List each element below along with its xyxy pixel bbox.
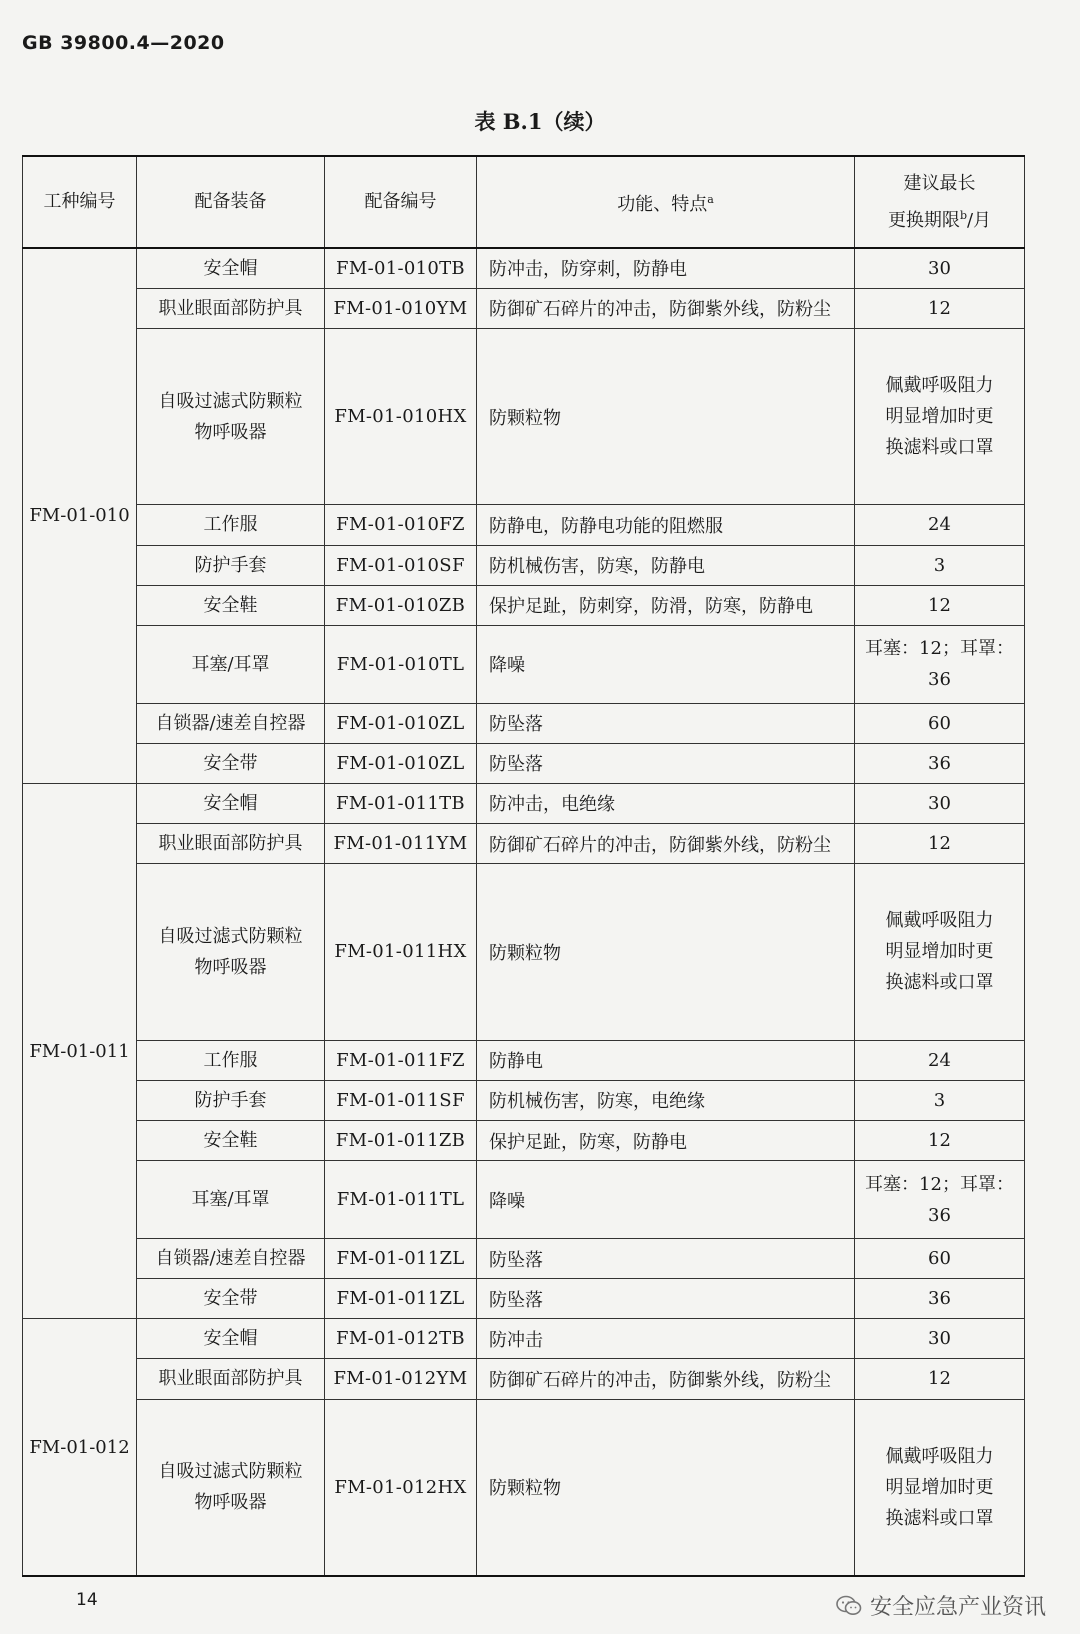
equipment-cell: 自锁器/速差自控器 — [137, 703, 325, 743]
col-header-period-line2: 更换期限 — [887, 209, 960, 231]
period-cell: 12 — [855, 585, 1025, 625]
equipment-cell: 自锁器/速差自控器 — [137, 1239, 325, 1279]
function-cell: 防坠落 — [477, 1239, 855, 1279]
table-row — [23, 824, 1025, 864]
wechat-icon — [836, 1595, 862, 1617]
table-row — [23, 703, 1025, 743]
table-row — [23, 743, 1025, 783]
function-cell: 降噪 — [477, 1161, 855, 1239]
equip-code-cell: FM-01-011YM — [325, 824, 477, 864]
period-cell: 60 — [855, 1239, 1025, 1279]
function-cell: 防冲击，电绝缘 — [477, 783, 855, 823]
table-row — [23, 585, 1025, 625]
period-cell: 12 — [855, 1359, 1025, 1399]
equip-code-cell: FM-01-012TB — [325, 1319, 477, 1359]
equip-code-cell: FM-01-010FZ — [325, 505, 477, 545]
table-header-row — [23, 156, 1025, 248]
function-cell: 防御矿石碎片的冲击，防御紫外线，防粉尘 — [477, 1359, 855, 1399]
period-cell: 佩戴呼吸阻力明显增加时更换滤料或口罩 — [855, 328, 1025, 505]
equip-code-cell: FM-01-012HX — [325, 1399, 477, 1576]
period-cell: 30 — [855, 783, 1025, 823]
equip-code-cell: FM-01-010TB — [325, 248, 477, 288]
equipment-cell: 安全鞋 — [137, 1121, 325, 1161]
equipment-cell: 职业眼面部防护具 — [137, 1359, 325, 1399]
job-code-cell: FM-01-010 — [23, 248, 137, 783]
period-footnote-mark: b — [959, 208, 967, 222]
col-header-equip-code: 配备编号 — [325, 156, 477, 248]
function-cell: 防御矿石碎片的冲击，防御紫外线，防粉尘 — [477, 824, 855, 864]
function-cell: 防坠落 — [477, 743, 855, 783]
period-cell: 36 — [855, 743, 1025, 783]
function-cell: 防静电 — [477, 1040, 855, 1080]
equipment-cell: 安全带 — [137, 743, 325, 783]
equip-code-cell: FM-01-011ZB — [325, 1121, 477, 1161]
table-row — [23, 248, 1025, 288]
equip-code-cell: FM-01-011TL — [325, 1161, 477, 1239]
function-cell: 防机械伤害，防寒，电绝缘 — [477, 1080, 855, 1120]
period-cell: 3 — [855, 1080, 1025, 1120]
function-cell: 防冲击，防穿刺，防静电 — [477, 248, 855, 288]
period-cell: 24 — [855, 1040, 1025, 1080]
table-row — [23, 545, 1025, 585]
period-cell: 12 — [855, 824, 1025, 864]
table-row — [23, 1319, 1025, 1359]
table-row — [23, 1080, 1025, 1120]
table-row — [23, 1359, 1025, 1399]
equipment-cell: 耳塞/耳罩 — [137, 1161, 325, 1239]
col-header-period-line1: 建议最长 — [903, 172, 976, 194]
equip-code-cell: FM-01-010ZL — [325, 743, 477, 783]
equip-code-cell: FM-01-012YM — [325, 1359, 477, 1399]
period-cell: 耳塞：12；耳罩：36 — [855, 1161, 1025, 1239]
function-cell: 防颗粒物 — [477, 328, 855, 505]
equip-code-cell: FM-01-011ZL — [325, 1239, 477, 1279]
function-cell: 保护足趾，防刺穿，防滑，防寒，防静电 — [477, 585, 855, 625]
table-row — [23, 864, 1025, 1041]
watermark-text: 安全应急产业资讯 — [869, 1595, 1046, 1620]
table-title: 表 B.1（续） — [474, 109, 606, 134]
equip-code-cell: FM-01-011ZL — [325, 1279, 477, 1319]
equip-code-cell: FM-01-010SF — [325, 545, 477, 585]
period-cell: 佩戴呼吸阻力明显增加时更换滤料或口罩 — [855, 864, 1025, 1041]
equip-code-cell: FM-01-011FZ — [325, 1040, 477, 1080]
equipment-cell: 自吸过滤式防颗粒物呼吸器 — [137, 328, 325, 505]
equipment-cell: 防护手套 — [137, 1080, 325, 1120]
period-cell: 36 — [855, 1279, 1025, 1319]
equip-code-cell: FM-01-010TL — [325, 625, 477, 703]
equipment-cell: 安全帽 — [137, 783, 325, 823]
equipment-cell: 安全帽 — [137, 1319, 325, 1359]
function-cell: 防机械伤害，防寒，防静电 — [477, 545, 855, 585]
function-cell: 防冲击 — [477, 1319, 855, 1359]
col-header-job-code: 工种编号 — [23, 156, 137, 248]
table-row — [23, 1040, 1025, 1080]
equipment-cell: 自吸过滤式防颗粒物呼吸器 — [137, 1399, 325, 1576]
watermark — [836, 1590, 1046, 1621]
equipment-cell: 职业眼面部防护具 — [137, 288, 325, 328]
period-cell: 佩戴呼吸阻力明显增加时更换滤料或口罩 — [855, 1399, 1025, 1576]
function-cell: 防御矿石碎片的冲击，防御紫外线，防粉尘 — [477, 288, 855, 328]
table-row — [23, 288, 1025, 328]
equipment-cell: 安全帽 — [137, 248, 325, 288]
equipment-cell: 工作服 — [137, 505, 325, 545]
period-cell: 耳塞：12；耳罩：36 — [855, 625, 1025, 703]
standard-code: GB 39800.4—2020 — [22, 32, 225, 54]
col-header-function — [477, 156, 855, 248]
job-code-cell: FM-01-011 — [23, 783, 137, 1318]
col-header-period-unit: /月 — [966, 209, 992, 231]
equipment-cell: 工作服 — [137, 1040, 325, 1080]
table-row — [23, 1279, 1025, 1319]
table-row — [23, 1161, 1025, 1239]
equip-code-cell: FM-01-010HX — [325, 328, 477, 505]
equip-code-cell: FM-01-010ZB — [325, 585, 477, 625]
function-cell: 保护足趾，防寒，防静电 — [477, 1121, 855, 1161]
table-row — [23, 1399, 1025, 1576]
equipment-cell: 职业眼面部防护具 — [137, 824, 325, 864]
equipment-cell: 安全鞋 — [137, 585, 325, 625]
function-cell: 防坠落 — [477, 1279, 855, 1319]
page-number: 14 — [76, 1590, 98, 1610]
col-header-function-label: 功能、特点 — [617, 193, 708, 215]
function-footnote-mark: a — [707, 192, 714, 206]
equipment-cell: 耳塞/耳罩 — [137, 625, 325, 703]
period-cell: 12 — [855, 288, 1025, 328]
equipment-cell: 防护手套 — [137, 545, 325, 585]
table-body — [23, 248, 1025, 1576]
equipment-cell: 安全带 — [137, 1279, 325, 1319]
table-row — [23, 505, 1025, 545]
function-cell: 防颗粒物 — [477, 864, 855, 1041]
period-cell: 60 — [855, 703, 1025, 743]
equip-code-cell: FM-01-011SF — [325, 1080, 477, 1120]
function-cell: 防坠落 — [477, 703, 855, 743]
table-row — [23, 328, 1025, 505]
table-row — [23, 1121, 1025, 1161]
function-cell: 防颗粒物 — [477, 1399, 855, 1576]
period-cell: 3 — [855, 545, 1025, 585]
job-code-cell: FM-01-012 — [23, 1319, 137, 1576]
period-cell: 12 — [855, 1121, 1025, 1161]
period-cell: 30 — [855, 248, 1025, 288]
function-cell: 防静电，防静电功能的阻燃服 — [477, 505, 855, 545]
function-cell: 降噪 — [477, 625, 855, 703]
equip-code-cell: FM-01-011TB — [325, 783, 477, 823]
equip-code-cell: FM-01-010ZL — [325, 703, 477, 743]
col-header-period — [855, 156, 1025, 248]
period-cell: 24 — [855, 505, 1025, 545]
equipment-cell: 自吸过滤式防颗粒物呼吸器 — [137, 864, 325, 1041]
equip-code-cell: FM-01-010YM — [325, 288, 477, 328]
table-row — [23, 783, 1025, 823]
table-row — [23, 1239, 1025, 1279]
period-cell: 30 — [855, 1319, 1025, 1359]
equip-code-cell: FM-01-011HX — [325, 864, 477, 1041]
table-row — [23, 625, 1025, 703]
col-header-equipment: 配备装备 — [137, 156, 325, 248]
equipment-table — [22, 155, 1025, 1577]
